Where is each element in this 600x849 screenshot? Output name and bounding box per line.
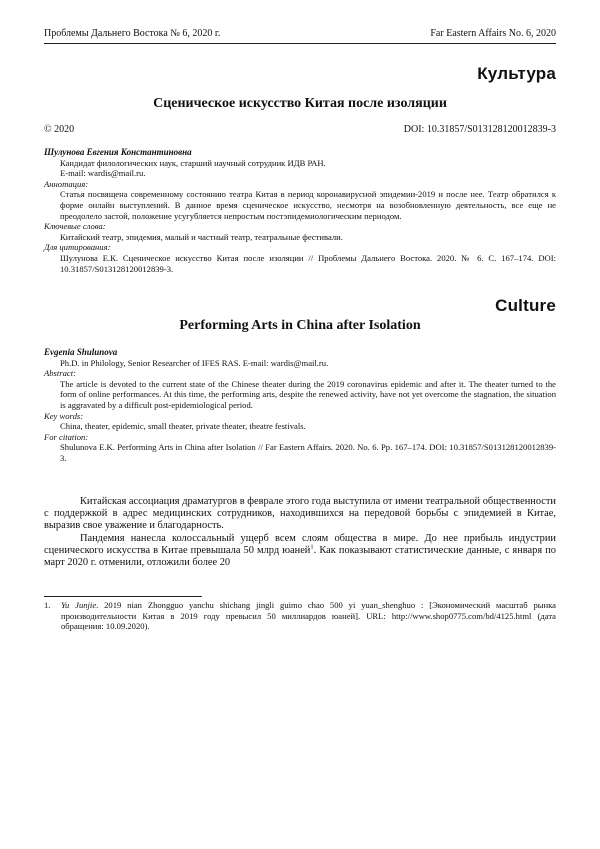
header-journal-en: Far Eastern Affairs No. 6, 2020 (430, 28, 556, 39)
body-paragraph-1: Китайская ассоциация драматургов в феврале этого года выступила от имени театральной общественности с поддержкой в адрес медицинских сотрудников, находившихся на передовой борьбы с эпидемией в Китае, выразив свое уважение и благодарность. (44, 496, 556, 532)
author-affiliation-en: Ph.D. in Philology, Senior Researcher of IFES RAS. E-mail: wardis@mail.ru. (60, 357, 329, 368)
abstract-ru: Статья посвящена современному состоянию театра Китая в период коронавирусной эпидемии-2019 и после нее. Театр обратился к форме онлайн выступлений. В данное время сценическое искусство, несмотря на возобновленную деятельность, все еще не преодолело застой, положение усугубляется непростым постэпидемиологическим периодом. (60, 189, 556, 221)
abstract-en: The article is devoted to the current state of the Chinese theater during the 2019 coronavirus epidemic and after it. The theater turned to the form of online performances. At this time, the performing arts, despite the renewed activity, have not yet overcome the stagnation, the situation is aggravated by a difficult post-epidemiological period. (60, 378, 556, 410)
author-block-en (44, 347, 556, 464)
footnote-text (44, 600, 556, 632)
footnote-author: Yu Junjie (61, 600, 97, 610)
citation-en: Shulunova E.K. Performing Arts in China after Isolation // Far Eastern Affairs. 2020. No. 6. Pp. 167–174. DOI: 10.31857/S013128120012839-3. (60, 442, 556, 463)
author-name-en: Evgenia Shulunova (44, 347, 118, 357)
header-rule (44, 43, 556, 44)
section-heading-ru: Культура (477, 64, 556, 83)
article-title-en: Performing Arts in China after Isolation (179, 318, 421, 333)
citation-label-ru: Для цитирования: (44, 242, 111, 253)
keywords-ru: Китайский театр, эпидемия, малый и частный театр, театральные фестивали. (60, 231, 343, 242)
abstract-label-en: Abstract: (44, 368, 76, 379)
article-title-ru: Сценическое искусство Китая после изоляции (153, 96, 447, 111)
body-paragraph-2 (44, 533, 556, 570)
author-block-ru (44, 147, 556, 274)
author-affiliation-ru: Кандидат филологических наук, старший научный сотрудник ИДВ РАН. (60, 157, 326, 168)
header-journal-ru: Проблемы Дальнего Востока № 6, 2020 г. (44, 28, 221, 39)
keywords-en: China, theater, epidemic, small theater, private theater, theatre festivals. (60, 421, 306, 432)
citation-label-en: For citation: (44, 431, 89, 442)
author-name-ru: Шулунова Евгения Константиновна (44, 147, 192, 157)
body-paragraph-2-end: . Как показывают статистические данные, с января по март 2020 г. отменили, отложили более 20 (44, 544, 556, 569)
abstract-label-ru: Аннотация: (44, 178, 89, 189)
keywords-label-ru: Ключевые слова: (44, 221, 106, 232)
running-header (44, 28, 556, 44)
footnote-1 (44, 600, 556, 632)
footnote-ref-1[interactable]: 1 (310, 543, 314, 551)
meta-row (44, 124, 556, 138)
citation-ru: Шулунова Е.К. Сценическое искусство Китая после изоляции // Проблемы Дальнего Востока. 2020. № 6. С. 167–174. DOI: 10.31857/S013128120012839-3. (60, 252, 556, 274)
copyright: © 2020 (44, 124, 75, 135)
body-paragraph-2-start: Пандемия нанесла колоссальный ущерб всем слоям общества в мире. До нее прибыль индустрии сценического искусства в Китае превышала 50 млрд юаней (44, 532, 556, 556)
footnote-rule (44, 596, 202, 597)
author-email-ru: E-mail: wardis@mail.ru. (60, 168, 146, 179)
doi: DOI: 10.31857/S013128120012839-3 (403, 124, 556, 135)
footnote-body: . 2019 nian Zhongguo yanchu shichang jingli guimo chao 500 yi yuan_shenghuo : [Экономический масштаб рынка производительности Китая в 2019 году превысил 50 миллиардов юаней]. URL: http://www.shop0775.com/bd/4125.html (дата обращения: 10.09.2020). (61, 600, 556, 632)
keywords-label-en: Key words: (44, 410, 84, 421)
section-heading-en: Culture (495, 296, 556, 315)
footnote-number: 1. (44, 600, 51, 610)
article-body (44, 496, 556, 569)
